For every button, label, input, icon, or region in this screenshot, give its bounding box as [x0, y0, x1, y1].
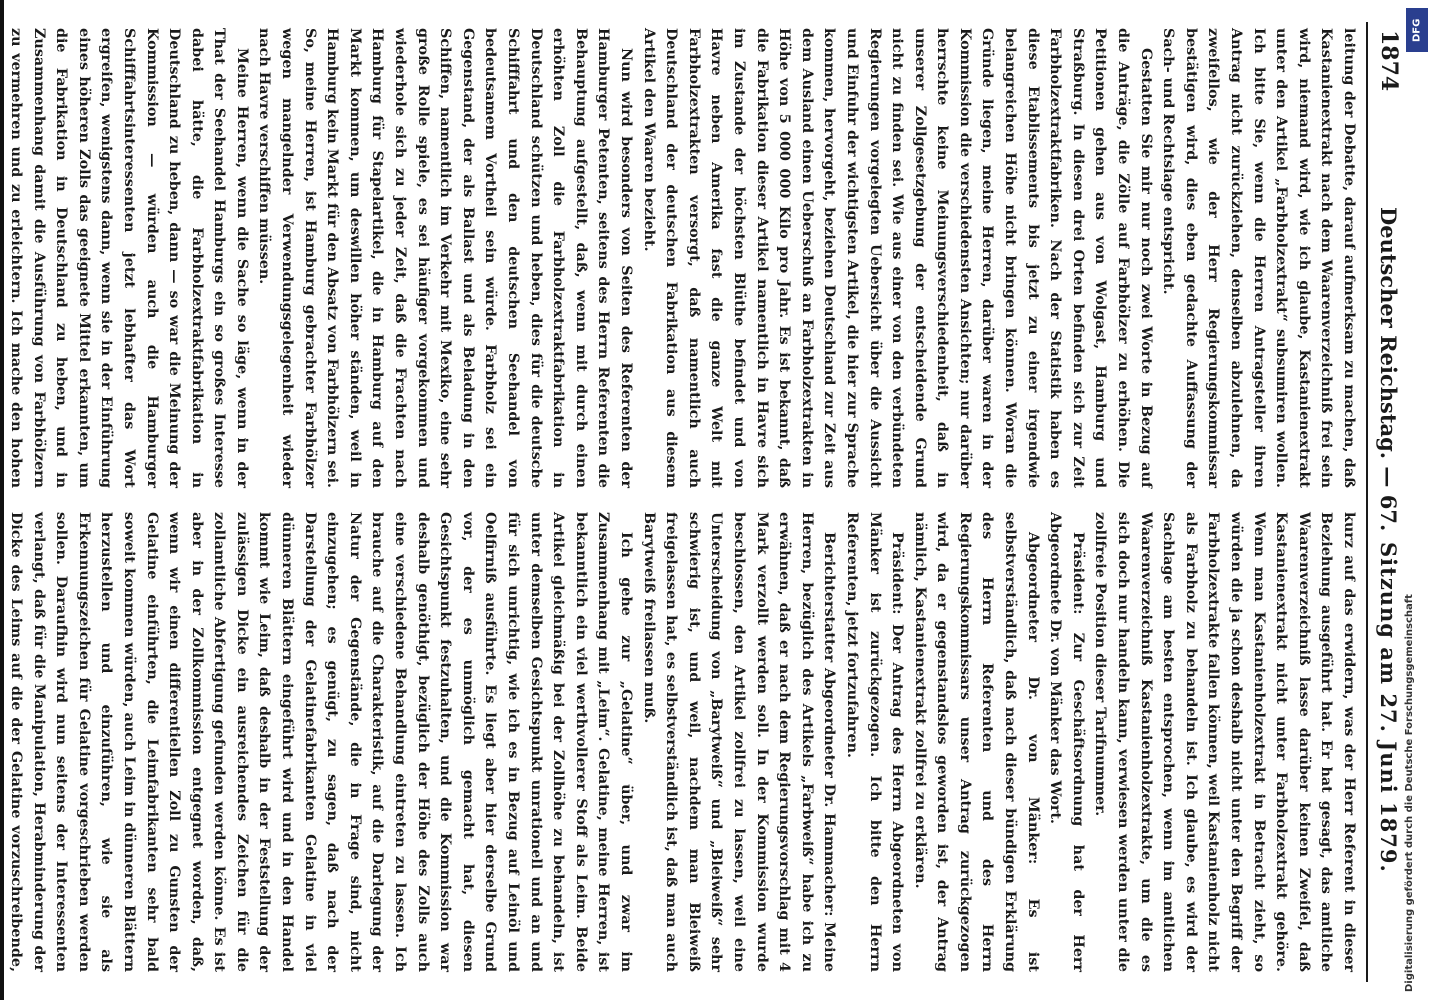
running-title-right: Sitzung am 27. Juni 1879. [1376, 542, 1401, 873]
paragraph: Ich gehe zur „Gelatine“ über, und zwar im Zusammenhang mit „Leim“. Gelatine, meine Herren, ist bekanntlich ein viel werthvollerer Stoff als Leim. Beide Artikel gleichmäßig bei der Zollhöhe zu behandeln, ist unter demselben Gesichtspunkt unrationell und an und für sich unrichtig, wie ich es in Bezug auf Leinöl und Oelfirniß ausführte. Es liegt aber hier derselbe Grund vor, der es unmöglich gemacht hat, diesen Gesichtspunkt festzuhalten, und die Kommission war deshalb genöthigt, bezüglich der Höhe des Zolls auch eine verschiedene Behandlung eintreten zu lassen. Ich brauche auf die Charakteristik, auf die Darlegung der Natur der Gegenstände, die in Frage sind, nicht einzugehen; es genügt, zu sagen, daß nach der Darstellung der Gelatinefabrikanten Gelatine in viel dünneren Blättern eingeführt wird und in den Handel kommt wie Leim, daß deshalb in der Feststellung der zulässigen Dicke ein ausreichendes Zeichen für die zollamtliche Abfertigung gefunden werden könne. Es ist aber in der Zollkommission entgegnet worden, daß, wenn wir einen differentiellen Zoll zu Gunsten der Gelatine einführten, die Leimfabrikanten sehr bald soweit kommen würden, auch Leim in dünneren Blättern herzustellen und einzuführen, wie sie als Erkennungszeichen für Gelatine vorgeschrieben werden sollen. Daraufhin wird nun seitens der Interessenten verlangt, daß für die Manipulation, Herabminderung der Dicke des Leims auf die der Gelatine vorzuschreibende, [7, 512, 634, 972]
digitization-credit: Digitalisierung gefördert durch die Deutsche Forschungsgemeinschaft [1404, 594, 1415, 992]
paragraph: Berichterstatter Abgeordneter Dr. Hammacher: Meine Herren, bezüglich des Artikels „Farbweiß“ habe ich zu erwähnen, daß er nach dem Regierungsvorschlag mit 4 Mark verzollt werden soll. In der Kommission wurde beschlossen, den Artikel zollfrei zu lassen, weil eine Unterscheidung von „Barytweiß“ und „Bleiweiß“ sehr schwierig ist, und weil, nachdem man Bleiweiß freigelassen hat, es selbstverständlich ist, daß man auch Barytweiß freilassen muß. [640, 512, 838, 972]
paragraph: Abgeordneter Dr. von Mänker: Es ist selbstverständlich, daß nach dieser bündigen Erklärung des Herrn Referenten und des Herrn Regierungskommissars unser Antrag zurückgezogen wird, da er gegenstandslos geworden ist, der Antrag nämlich, Kastanienextrakt zollfrei zu erklären. [911, 512, 1041, 972]
dfg-logo: DFG [1406, 8, 1428, 52]
digitization-credit-strip [1402, 0, 1432, 1000]
text-column-right [7, 512, 1360, 972]
text-column-left [7, 28, 1360, 488]
paragraph: Meine Herren, wenn die Sache so läge, wenn in der That der Seehandel Hamburgs ein so großes Interesse dabei hätte, die Farbholzextraktfabrikation in Deutschland zu heben, dann — so war die Meinung der Kommission — würden auch die Hamburger Schifffahrtsinteressenten jetzt lebhafter das Wort ergreifen, wenigstens dann, wenn sie in der Einführung eines höheren Zolls das geeignete Mittel erkannten, um die Fabrikation in Deutschland zu heben, und in Zusammenhang damit die Ausführung von Farbhölzern zu vermehren und zu erleichtern. Ich mache den hohen [7, 28, 250, 488]
paragraph: Nun wird besonders von Seiten des Referenten der Hamburger Petenten, seitens des Herrn Referenten die Behauptung aufgestellt, daß, wenn mit durch einen erhöhten Zoll die Farbholzextraktfabrikation in Deutschland schützen und heben, dies für die deutsche Schifffahrt und den deutschen Seehandel von bedeutsamem Vortheil sein würde. Farbholz sei ein Gegenstand, der als Ballast und als Beladung in den Schiffen, namentlich im Verkehr mit Mexiko, eine sehr große Rolle spiele, es sei häufiger vorgekommen und wiederhole sich zu jeder Zeit, daß die Frachten nach Hamburg für Stapelartikel, die in Hamburg auf den Markt kommen, um deswillen höher ständen, weil in Hamburg kein Markt für den Absatz von Farbhölzern sei. So, meine Herren, ist Hamburg gebrachter Farbhölzer wegen mangelnder Verwendungsgelegenheit wieder nach Havre verschiffen müssen. [256, 28, 634, 488]
paragraph: kurz auf das erwidern, was der Herr Referent in dieser Beziehung ausgeführt hat. Er hat gesagt, das amtliche Waarenverzeichniß lasse darüber keinen Zweifel, daß Kastanienextrakt nicht unter Farbholzextrakt gehöre. Wenn man Kastanienholzextrakt in Betracht zieht, so würden die ja schon deshalb nicht unter den Begriff der Farbholzextrakte fallen können, weil Kastanienholz nicht als Farbholz zu behandeln ist. Ich glaube, es wird der Sachlage am besten entsprochen, wenn im amtlichen Waarenverzeichniß Kastanienholzextrakte, um die es sich doch nur handeln kann, verwiesen werden unter die zollfreie Position dieser Tarifnummer. [1092, 512, 1357, 972]
paragraph: Präsident: Der Antrag des Herrn Abgeordneten von Mänker ist zurückgezogen. Ich bitte den Herrn Referenten, jetzt fortzufahren. [843, 512, 906, 972]
paragraph: Präsident: Zur Geschäftsordnung hat der Herr Abgeordnete Dr. von Mänker das Wort. [1047, 512, 1086, 972]
paragraph: leitung der Debatte, darauf aufmerksam zu machen, daß Kastanienextrakt nach dem Waarenverzeichniß frei sein wird, niemand wird, wie ich glaube, Kastanienextrakt unter den Artikel „Farbholzextrakt“ subsumiren wollen. Ich bitte Sie, wenn die Herren Antragsteller ihren Antrag nicht zurückziehen, denselben abzulehnen, da zweifellos, wie der Herr Regierungskommissar bestätigen wird, dies eben gedachte Auffassung der Sach- und Rechtslage entspricht. [1160, 28, 1357, 488]
page-number: 1874 [1376, 30, 1402, 92]
paragraph: Gestatten Sie mir nur noch zwei Worte in Bezug auf die Anträge, die Zölle auf Farbhölzer zu erhöhen. Die Petitionen gehen aus von Wolgast, Hamburg und Straßburg. In diesen drei Orten befinden sich zur Zeit Farbholzextraktfabriken. Nach der Statistik haben es diese Etablissements bis jetzt zu einer irgendwie belangreichen Höhe nicht bringen können. Woran die Gründe liegen, meine Herren, darüber waren in der Kommission die verschiedensten Ansichten; nur darüber herrschte keine Meinungsverschiedenheit, daß in unserer Zollgesetzgebung der entscheidende Grund nicht zu finden sei. Wie aus einer von den verbündeten Regierungen vorgelegten Uebersicht über die Aussicht und Einfuhr der wichtigsten Artikel, die hier zur Sprache kommen, hervorgeht, beziehen Deutschland zur Zeit aus dem Ausland einen Ueberschuß an Farbholzextrakten in Höhe von 5 000 000 Kilo pro Jahr. Es ist bekannt, daß die Fabrikation dieser Artikel namentlich in Havre sich im Zustande der höchsten Blüthe befindet und von Havre neben Amerika fast die ganze Welt mit Farbholzextrakten versorgt, daß namentlich auch Deutschland der deutschen Fabrikation aus diesem Artikel den Waaren bezieht. [640, 28, 1154, 488]
running-title-left: Deutscher Reichstag. — 67. [1376, 207, 1401, 532]
